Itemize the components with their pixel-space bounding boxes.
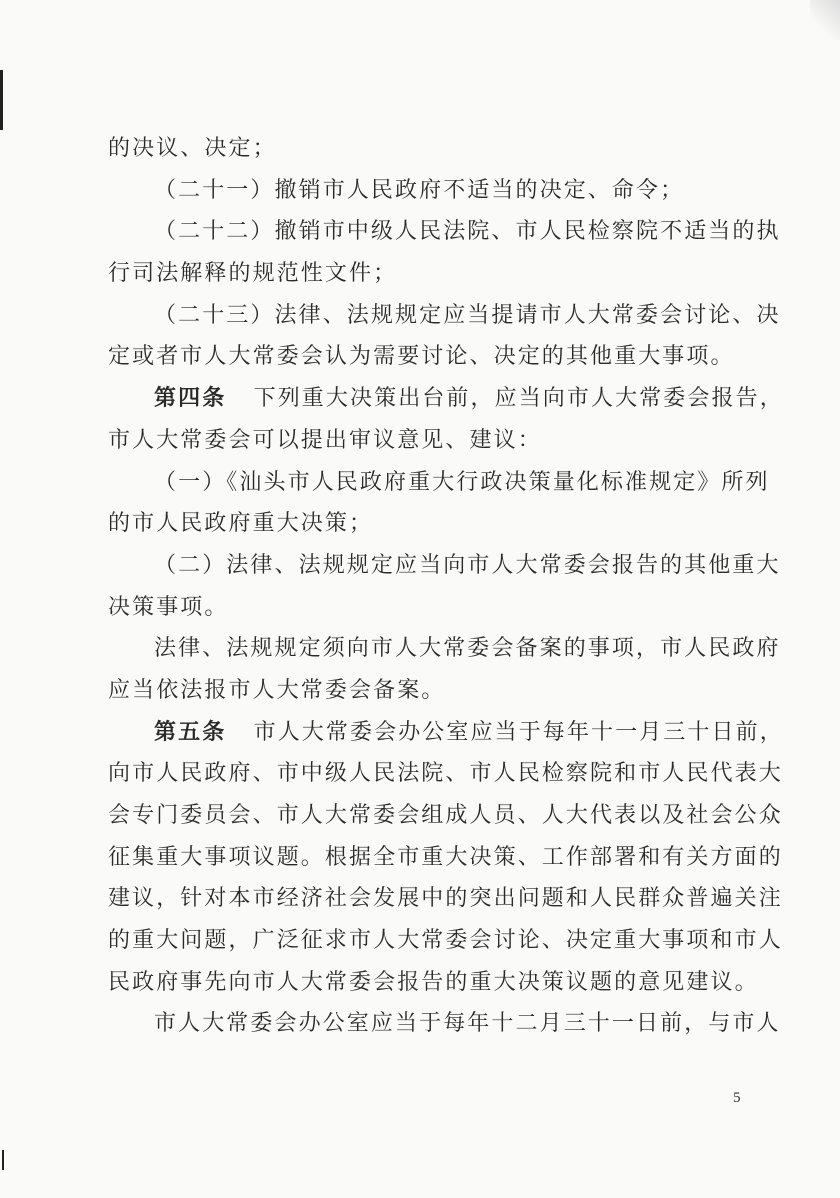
text-line: 民政府事先向市人大常委会报告的重大决策议题的意见建议。 bbox=[108, 969, 759, 995]
text-line: 市人大常委会可以提出审议意见、建议： bbox=[108, 427, 542, 453]
text-line: 市人大常委会办公室应当于每年十二月三十一日前，与市人 bbox=[154, 1011, 781, 1037]
article-number: 第五条 bbox=[154, 718, 227, 745]
page-number: 5 bbox=[733, 1090, 741, 1106]
text-line: 的市人民政府重大决策； bbox=[108, 511, 374, 537]
article-line: 第四条 下列重大决策出台前，应当向市人大常委会报告， bbox=[154, 385, 784, 412]
text-line: 定或者市人大常委会认为需要讨论、决定的其他重大事项。 bbox=[108, 344, 735, 370]
text-line: 向市人民政府、市中级人民法院、市人民检察院和市人民代表大 bbox=[108, 761, 783, 787]
text-line: 应当依法报市人大常委会备案。 bbox=[108, 677, 446, 703]
text-line: 征集重大事项议题。根据全市重大决策、工作部署和有关方面的 bbox=[108, 844, 783, 870]
text-line: （二十三）法律、法规规定应当提请市人大常委会讨论、决 bbox=[154, 302, 781, 328]
text-line: 决策事项。 bbox=[108, 594, 229, 620]
text-line: （二十一）撤销市人民政府不适当的决定、命令； bbox=[154, 177, 685, 203]
text-line: （一）《汕头市人民政府重大行政决策量化标准规定》所列 bbox=[154, 469, 770, 495]
binding-mark bbox=[0, 70, 3, 130]
binding-mark bbox=[2, 1150, 4, 1170]
article-line: 第五条 市人大常委会办公室应当于每年十一月三十日前， bbox=[154, 718, 784, 745]
text-line: （二）法律、法规规定应当向市人大常委会报告的其他重大 bbox=[154, 552, 781, 578]
text-line: 行司法解释的规范性文件； bbox=[108, 261, 398, 287]
text-line: 的决议、决定； bbox=[108, 136, 277, 161]
text-line: 法律、法规规定须向市人大常委会备案的事项，市人民政府 bbox=[154, 636, 781, 662]
scan-shadow bbox=[810, 0, 840, 40]
text-line: （二十二）撤销市中级人民法院、市人民检察院不适当的执 bbox=[154, 219, 781, 245]
document-body bbox=[108, 128, 784, 1045]
text-line: 会专门委员会、市人大常委会组成人员、人大代表以及社会公众 bbox=[108, 803, 783, 828]
text-line: 建议，针对本市经济社会发展中的突出问题和人民群众普遍关注 bbox=[108, 886, 783, 912]
text-line: 的重大问题，广泛征求市人大常委会讨论、决定重大事项和市人 bbox=[108, 928, 783, 954]
article-number: 第四条 bbox=[154, 385, 227, 412]
